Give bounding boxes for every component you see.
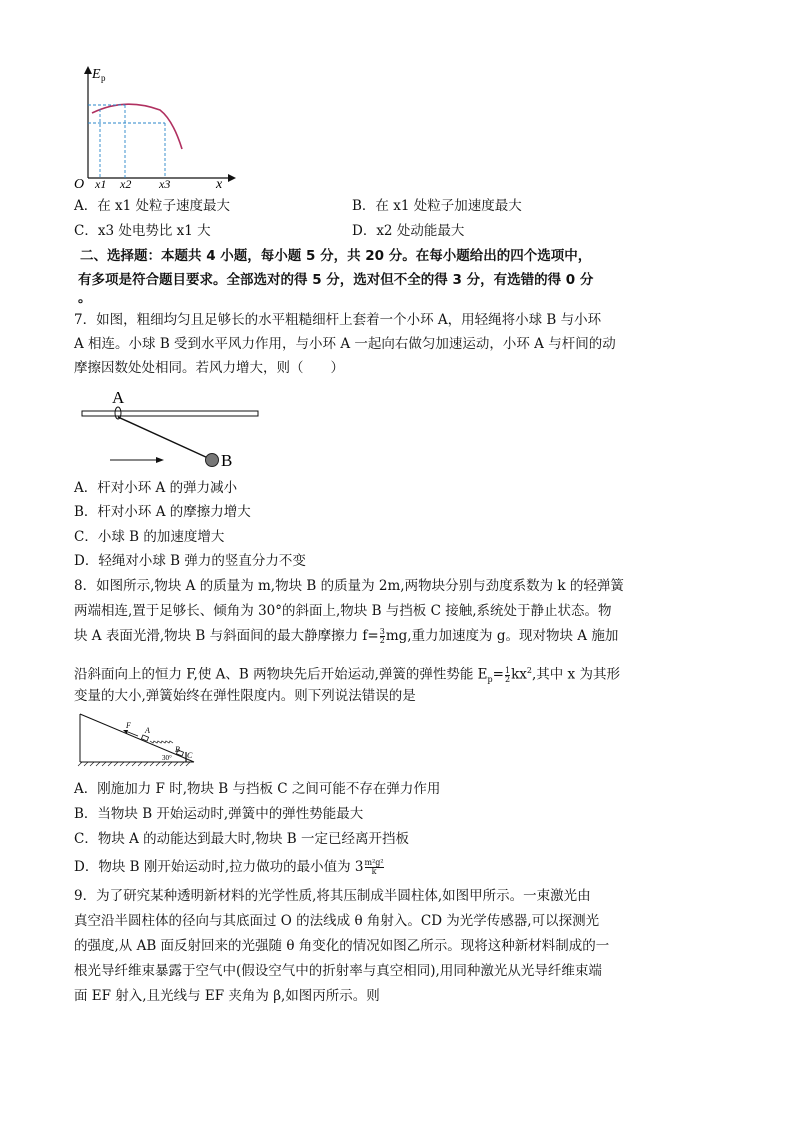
graph-tick-x2: x2 (120, 177, 132, 191)
q7-line1: 7．如图，粗细均匀且足够长的水平粗糙细杆上套着一个小环 A，用轻绳将小球 B 与小环 (74, 312, 602, 328)
q7-rod-ring-ball-figure (78, 385, 268, 475)
q8-option-a: A．刚施加力 F 时,物块 B 与挡板 C 之间可能不存在弹力作用 (74, 781, 441, 797)
q7-fig-label-a: A (112, 388, 125, 407)
q7-option-a: A．杆对小环 A 的弹力减小 (74, 480, 238, 496)
section2-line2: 有多项是符合题目要求。全部选对的得 5 分，选对但不全的得 3 分，有选错的得 0 分 (78, 272, 594, 288)
q8-option-b: B．当物块 B 开始运动时,弹簧中的弹性势能最大 (74, 806, 364, 822)
q8-line5: 变量的大小,弹簧始终在弹性限度内。则下列说法错误的是 (74, 688, 416, 704)
ep-x-graph (70, 60, 240, 195)
q7-fig-label-b: B (221, 451, 233, 470)
q9-line3: 的强度,从 AB 面反射回来的光强随 θ 角变化的情况如图乙所示。现将这种新材料制成的一 (74, 938, 610, 954)
q8-line4: 沿斜面向上的恒力 F,使 A、B 两物块先后开始运动,弹簧的弹性势能 $E_p=$ $\frac{1}{2}$ $kx^2$,其中 x 为其形 (74, 665, 620, 685)
graph-y-sub: p (101, 73, 106, 83)
q8-line2: 两端相连,置于足够长、倾角为 30°的斜面上,物块 B 与挡板 C 接触,系统处于静止状态。物 (74, 603, 612, 619)
q8-line3: 块 A 表面光滑,物块 B 与斜面间的最大静摩擦力 f= $\frac{3}{2}$ mg,重力加速度为 g。现对物块 A 施加 (74, 627, 619, 645)
q8-fig-label-f: F (126, 721, 131, 730)
q7-option-b: B．杆对小环 A 的摩擦力增大 (74, 504, 251, 520)
graph-tick-x1: x1 (95, 177, 107, 191)
q7-line2: A 相连。小球 B 受到水平风力作用，与小环 A 一起向右做匀加速运动，小环 A 与杆间的动 (74, 336, 616, 352)
q8-fig-label-angle: 30° (162, 754, 172, 762)
graph-y-label: E (92, 67, 101, 82)
q6-option-a: A．在 x1 处粒子速度最大 (74, 198, 231, 214)
q8-option-c: C．物块 A 的动能达到最大时,物块 B 一定已经离开挡板 (74, 831, 409, 847)
q8-fig-label-b: B (175, 745, 180, 754)
q6-option-d: D．x2 处动能最大 (352, 223, 465, 239)
q7-option-c: C．小球 B 的加速度增大 (74, 529, 225, 545)
section2-line1: 二、选择题：本题共 4 小题，每小题 5 分，共 20 分。在每小题给出的四个选项中， (80, 248, 592, 264)
q6-option-c: C．x3 处电势比 x1 大 (74, 223, 211, 239)
q8-line1: 8．如图所示,物块 A 的质量为 m,物块 B 的质量为 2m,两物块分别与劲度系数为 k 的轻弹簧 (74, 578, 624, 594)
q9-line2: 真空沿半圆柱体的径向与其底面过 O 的法线成 θ 角射入。CD 为光学传感器,可以探测光 (74, 913, 600, 929)
q7-line3: 摩擦因数处处相同。若风力增大，则（ ） (74, 360, 344, 376)
q7-option-d: D．轻绳对小球 B 弹力的竖直分力不变 (74, 553, 306, 569)
section2-line3: 。 (78, 290, 92, 306)
q8-incline-figure (76, 710, 200, 772)
graph-origin: O (74, 177, 85, 192)
graph-tick-x3: x3 (159, 177, 171, 191)
q6-option-b: B．在 x1 处粒子加速度最大 (352, 198, 522, 214)
q9-line1: 9．为了研究某种透明新材料的光学性质,将其压制成半圆柱体,如图甲所示。一束激光由 (74, 888, 591, 904)
graph-x-label: x (216, 177, 223, 192)
q8-fig-label-a: A (145, 726, 150, 735)
q9-line4: 根光导纤维束暴露于空气中(假设空气中的折射率与真空相同),用同种激光从光导纤维束端 (74, 963, 602, 979)
q9-line5: 面 EF 射入,且光线与 EF 夹角为 β,如图丙所示。则 (74, 988, 380, 1004)
q8-option-d: D．物块 B 刚开始运动时,拉力做功的最小值为 3 $\frac{\text{m²g²}}{k}$ (74, 858, 384, 876)
q8-fig-label-c: C (187, 751, 193, 760)
